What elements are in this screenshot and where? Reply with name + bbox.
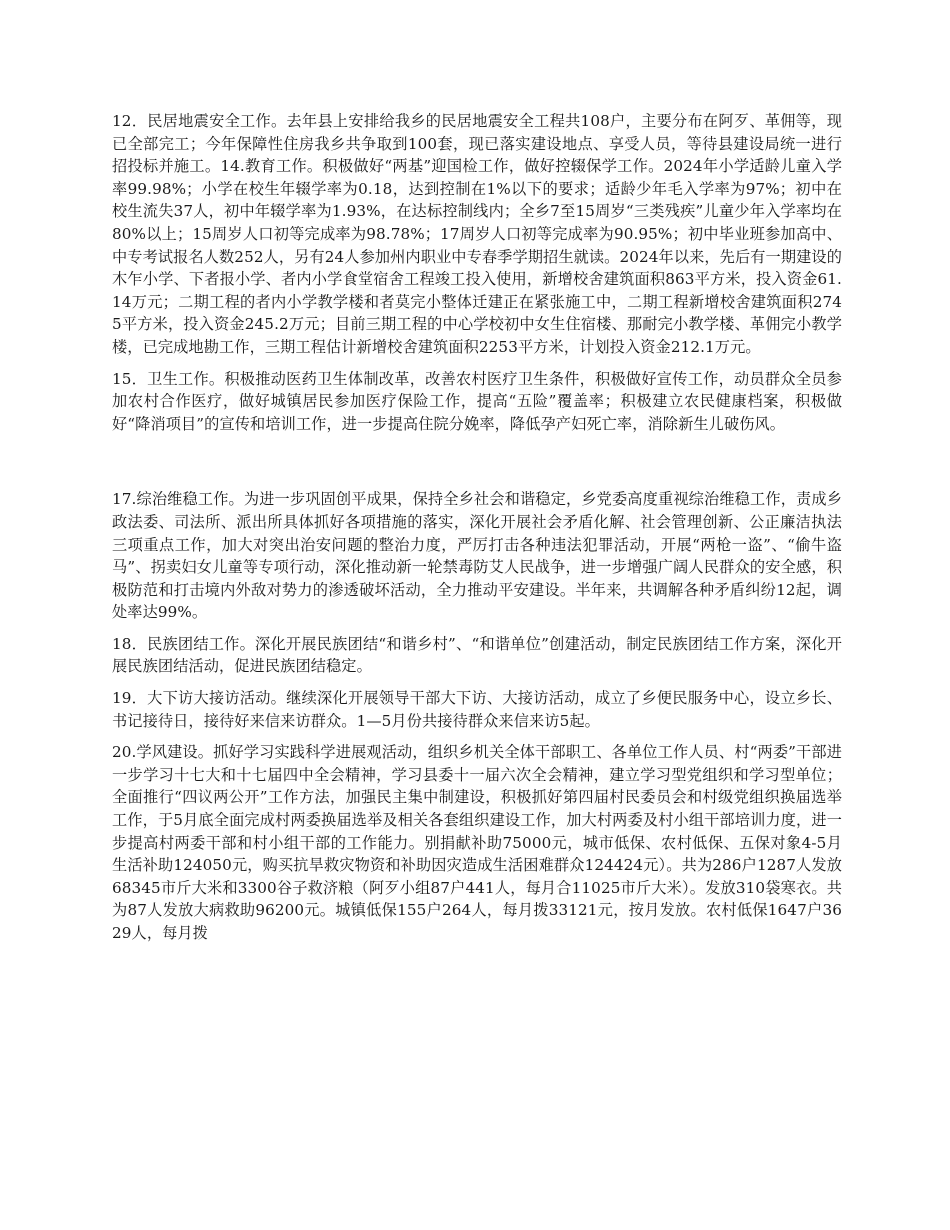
paragraph-stability: 17.综治维稳工作。为进一步巩固创平成果，保持全乡社会和谐稳定，乡党委高度重视综治维稳工作，责成乡政法委、司法所、派出所具体抓好各项措施的落实，深化开展社会矛盾化解、社会管理创新、公正廉洁执法三项重点工作，加大对突出治安问题的整治力度，严厉打击各种违法犯罪活动，开展“两枪一盗”、“偷牛盗马”、拐卖妇女儿童等专项行动，深化推动新一轮禁毒防艾人民战争，进一步增强广阔人民群众的安全感，积极防范和打击境内外敌对势力的渗透破坏活动，全力推动平安建设。半年来，共调解各种矛盾纠纷12起，调处率达99%。 (112, 490, 842, 622)
paragraph-study-style: 20.学风建设。抓好学习实践科学进展观活动，组织乡机关全体干部职工、各单位工作人员、村“两委”干部进一步学习十七大和十七届四中全会精神，学习县委十一届六次全会精神，建立学习型党组织和学习型单位；全面推行“四议两公开”工作方法，加强民主集中制建设，积极抓好第四届村民委员会和村级党组织换届选举工作，于5月底全面完成村两委换届选举及相关各套组织建设工作，加大村两委及村小组干部培训力度，进一步提高村两委干部和村小组干部的工作能力。别捐献补助75000元，城市低保、农村低保、五保对象4-5月生活补助124050元，购买抗旱救灾物资和补助因灾造成生活困难群众124424元）。共为286户1287人发放68345市斤大米和3300谷子救济粮（阿歹小组87户441人，每月合11025市斤大米）。发放310袋寒衣。共为87人发放大病救助96200元。城镇低保155户264人，每月拨33121元，按月发放。农村低保1647户3629人，每月拨 (112, 743, 842, 942)
blank-spacer (112, 444, 842, 488)
document-body (112, 110, 842, 954)
paragraph-health: 15．卫生工作。积极推动医药卫生体制改革，改善农村医疗卫生条件，积极做好宣传工作，动员群众全员参加农村合作医疗，做好城镇居民参加医疗保险工作，提高“五险”覆盖率；积极建立农民健康档案，积极做好“降消项目”的宣传和培训工作，进一步提高住院分娩率，降低孕产妇死亡率，消除新生儿破伤风。 (112, 369, 842, 433)
paragraph-ethnic-unity: 18．民族团结工作。深化开展民族团结“和谐乡村”、“和谐单位”创建活动，制定民族团结工作方案，深化开展民族团结活动，促进民族团结稳定。 (112, 634, 842, 676)
paragraph-earthquake-education: 12．民居地震安全工作。去年县上安排给我乡的民居地震安全工程共108户，主要分布在阿歹、革佣等，现已全部完工；今年保障性住房我乡共争取到100套，现已落实建设地点、享受人员，等待县建设局统一进行招投标并施工。14.教育工作。积极做好“两基”迎国检工作，做好控辍保学工作。2024年小学适龄儿童入学率99.98%；小学在校生年辍学率为0.18，达到控制在1%以下的要求；适龄少年毛入学率为97%；初中在校生流失37人，初中年辍学率为1.93%，在达标控制线内；全乡7至15周岁“三类残疾”儿童少年入学率均在80%以上；15周岁人口初等完成率为98.78%；17周岁人口初等完成率为90.95%；初中毕业班参加高中、中专考试报名人数252人，另有24人参加州内职业中专春季学期招生就读。2024年以来，先后有一期建设的木乍小学、下者报小学、者内小学食堂宿舍工程竣工投入使用，新增校舍建筑面积863平方米，投入资金61.14万元；二期工程的者内小学教学楼和者莫完小整体迁建正在紧张施工中，二期工程新增校舍建筑面积2745平方米，投入资金245.2万元；目前三期工程的中心学校初中女生住宿楼、那耐完小教学楼、革佣完小教学楼，已完成地勘工作，三期工程估计新增校舍建筑面积2253平方米，计划投入资金212.1万元。 (112, 112, 842, 356)
paragraph-visits: 19．大下访大接访活动。继续深化开展领导干部大下访、大接访活动，成立了乡便民服务中心，设立乡长、书记接待日，接待好来信来访群众。1—5月份共接待群众来信来访5起。 (112, 689, 842, 730)
